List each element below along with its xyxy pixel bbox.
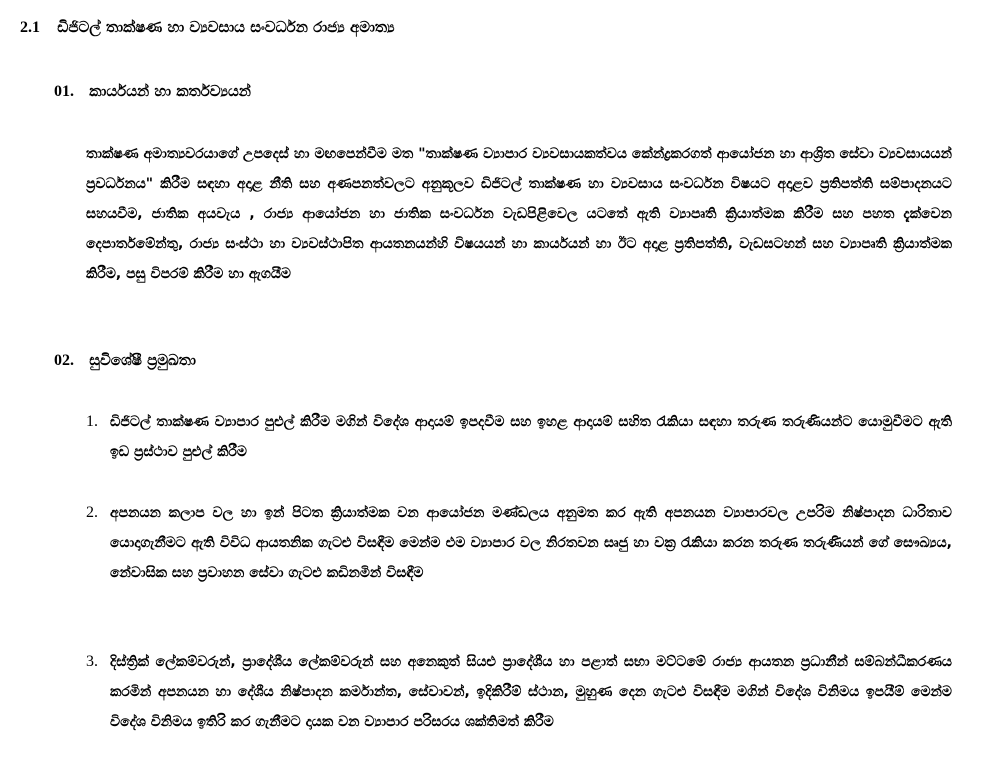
section-number: 2.1 xyxy=(20,19,40,36)
duties-number: 01. xyxy=(54,83,74,100)
priority-item-text: දිස්ත්‍රික් ලේකම්වරුන්, ප්‍රාදේශීය ලේකම්වරුන් සහ අනෙකුත් සියළු ප්‍රාදේශීය හා පළාත් සභා මට්ටමේ රාජ්‍ය ආයතන ප්‍රධානීන් සම්බන්ධීකරණය කරමින් අපනයන හා දේශීය නිෂ්පාදන කර්මාන්ත, සේවාවන්, ඉදිකිරීම් ස්ථාන, මුහුණ දෙන ගැටළු විසඳීම මගින් විදේශ විනිමය ඉපයීම් මෙන්ම විදේශ විනිමය ඉතිරි කර ගැනීමට දායක වන ව්‍යාපාර පරිසරය ශක්තිමත් කිරීම xyxy=(110,654,952,730)
priority-item-number: 1. xyxy=(86,413,98,430)
section-title: ඩිජිටල් තාක්ෂණ හා ව්‍යවසාය සංවර්ධන රාජ්‍ය අමාත්‍ය xyxy=(57,18,395,36)
duties-heading xyxy=(54,82,251,101)
priority-item-number: 2. xyxy=(86,504,98,521)
priorities-heading xyxy=(54,351,196,370)
priority-item xyxy=(86,647,952,737)
priority-item-text: ඩිජිටල් තාක්ෂණ ව්‍යාපාර පුළුල් කිරීම මගින් විදේශ ආදායම් ඉපදවීම සහ ඉහළ ආදායම් සහිත රැකියා සඳහා තරුණ තරුණියන්ට යොමුවීමට ඇති ඉඩ ප්‍රස්ථාව පුළුල් කිරීම xyxy=(110,414,952,460)
priorities-number: 02. xyxy=(54,352,74,369)
priority-item xyxy=(86,407,952,467)
duties-heading-text: කාර්යයන් හා කර්තව්‍යයන් xyxy=(89,82,251,100)
duties-paragraph: තාක්ෂණ අමාත්‍යවරයාගේ උපදෙස් හා මඟපෙන්වීම මත "තාක්ෂණ ව්‍යාපාර ව්‍යවසායකත්වය කේන්ද්‍රකරගත් ආයෝජන හා ආශ්‍රිත සේවා ව්‍යවසායයන් ප්‍රවර්ධනය" කිරීම සඳහා අදාළ නීති සහ අණපනත්වලට අනුකූලව ඩිජිටල් තාක්ෂණ හා ව්‍යවසාය සංවර්ධන විෂයට අදාළව ප්‍රතිපත්ති සම්පාදනයට සහයවීම, ජාතික අයවැය , රාජ්‍ය ආයෝජන හා ජාතික සංවර්ධන වැඩපිළිවෙල යටතේ ඇති ව්‍යාපෘති ක්‍රියාත්මක කිරීම සහ පහත දැක්වෙන දෙපාර්තමේන්තු, රාජ්‍ය සංස්ථා හා ව්‍යවස්ථාපිත ආයතනයන්හි විෂයයන් හා කාර්යයන් හා ඊට අදාළ ප්‍රතිපත්ති, වැඩසටහන් සහ ව්‍යාපෘති ක්‍රියාත්මක කිරීම, පසු විපරම් කිරීම හා ඇගයීම xyxy=(86,146,952,282)
section-heading xyxy=(20,18,395,37)
priority-item-number: 3. xyxy=(86,653,98,670)
priorities-heading-text: සුවිශේෂී ප්‍රමුඛතා xyxy=(89,351,196,369)
priority-item-text: අපනයන කලාප වල හා ඉන් පිටත ක්‍රියාත්මක වන ආයෝජන මණ්ඩලය අනුමත කර ඇති අපනයන ව්‍යාපාරවල උපරිම නිෂ්පාදන ධාරිතාව යොදාගැනීමට ඇති විවිධ ආයතනික ගැටළු විසඳීම මෙන්ම එම ව්‍යාපාර වල නිරතවන සෘජු හා වක්‍ර රැකියා කරන තරුණ තරුණියන් ගේ සෞඛ්‍යය, නේවාසික සහ ප්‍රවාහන සේවා ගැටළු කඩිනමින් විසඳීම xyxy=(110,505,952,581)
priority-item xyxy=(86,498,952,588)
